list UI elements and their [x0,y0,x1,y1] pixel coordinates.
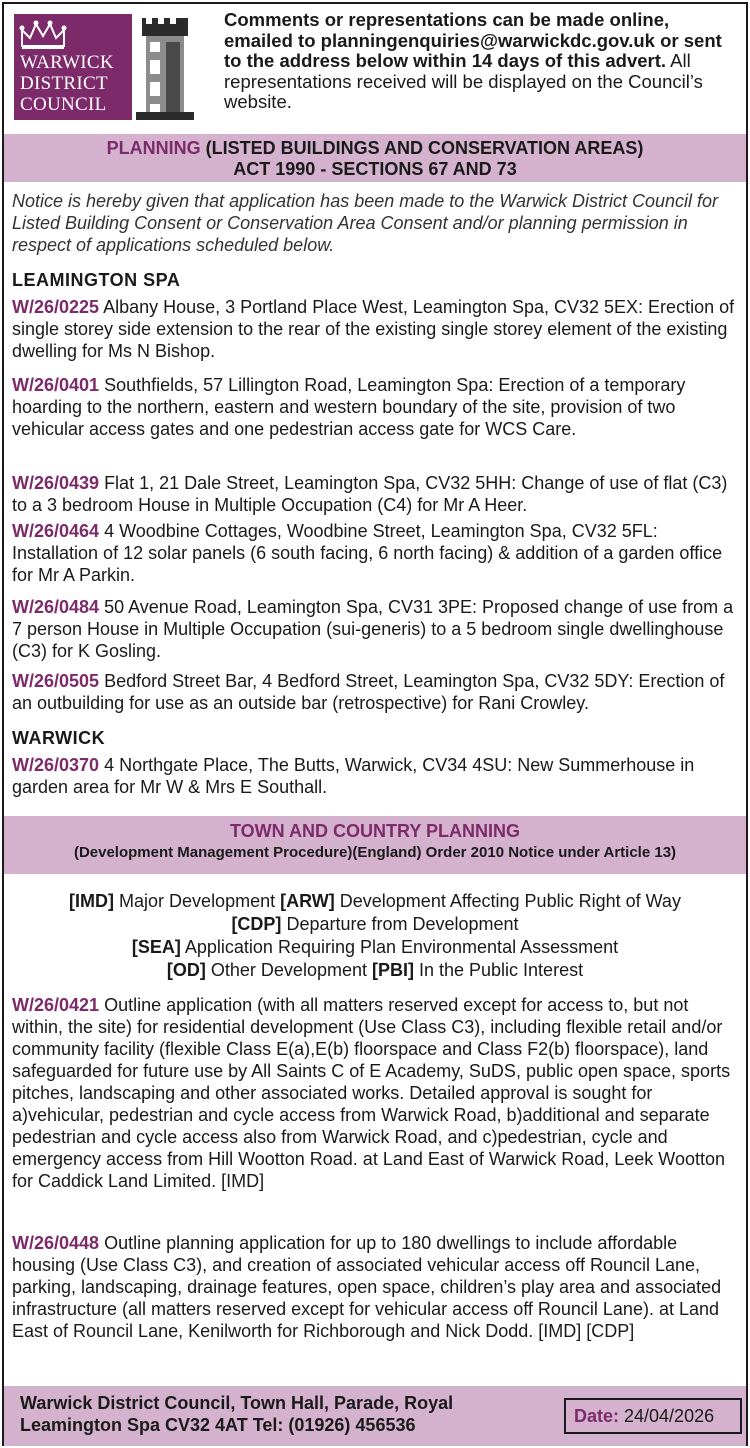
legend-text: Major Development [114,891,281,911]
application-item [12,754,742,798]
footer [4,1386,746,1446]
date-value: 24/04/2026 [619,1406,715,1426]
application-ref: W/26/0439 [12,473,100,493]
intro-notice: Notice is hereby given that application has been made to the Warwick District Council for Listed Building Consent or Conservation Area Consent and/or planning permission in respect of applications scheduled below. [12,191,719,255]
application-text: Bedford Street Bar, 4 Bedford Street, Leamington Spa, CV32 5DY: Erection of an outbuilding for use as an outside bar (retrospective) for Rani Crowley. [12,671,725,713]
application-item [12,374,742,440]
castle-tower-icon [136,16,194,120]
application-text: Outline application (with all matters reserved except for access to, but not within, the site) for residential development (Use Class C3), including flexible retail and/or community facility (flexible Class E(a),E(b) floorspace and Class F2(b) floorspace), land safeguarded for future use by All Saints C of E Academy, SuDS, public open space, sports pitches, landscaping and other associated works. Detailed approval is sought for a)vehicular, pedestrian and cycle access from Warwick Road, b)additional and separate pedestrian and cycle access also from Warwick Road, and c)pedestrian, cycle and emergency access from Hill Wootton Road. at Land East of Warwick Road, Leek Wootton for Caddick Land Limited. [IMD] [12,995,731,1191]
section-heading-leamington: LEAMINGTON SPA [12,270,181,290]
legend-line-4 [4,959,746,982]
act-title-line-1: (LISTED BUILDINGS AND CONSERVATION AREAS) [200,138,644,158]
address-line-1: Warwick District Council, Town Hall, Parade, Royal [20,1393,454,1413]
date-label: Date: [574,1406,620,1426]
application-ref: W/26/0421 [12,995,100,1015]
application-text: 4 Northgate Place, The Butts, Warwick, CV34 4SU: New Summerhouse in garden area for Mr W & Mrs E Southall. [12,755,695,797]
application-ref: W/26/0370 [12,755,100,775]
logo-line-3: COUNCIL [20,94,107,115]
header-normal-text: All representations received will be displayed on the Council’s website. [224,50,703,112]
legend-code: [CDP] [231,914,282,934]
legend-text: Departure from Development [281,914,519,934]
application-ref: W/26/0401 [12,375,100,395]
logo-line-2: DISTRICT [20,73,108,94]
application-ref: W/26/0448 [12,1233,100,1253]
tcp-heading [4,816,746,874]
header-bold-text: Comments or representations can be made online, emailed to planningenquiries@warwickdc.gov.uk or sent to the address below within 14 days of this advert. [224,9,722,71]
council-logo [14,14,194,120]
date-box [564,1398,742,1434]
header [4,4,746,132]
application-item [12,1232,742,1342]
application-text: Flat 1, 21 Dale Street, Leamington Spa, CV32 5HH: Change of use of flat (C3) to a 3 bedroom House in Multiple Occupation (C4) for Mr A Heer. [12,473,728,515]
application-ref: W/26/0225 [12,297,100,317]
application-text: Southfields, 57 Lillington Road, Leamington Spa: Erection of a temporary hoarding to the northern, eastern and western boundary of the site, provision of two vehicular access gates and one pedestrian access gate for WCS Care. [12,375,686,439]
application-item [12,670,742,714]
application-text: 50 Avenue Road, Leamington Spa, CV31 3PE: Proposed change of use from a 7 person House in Multiple Occupation (sui-generis) to a 5 bedroom single dwellinghouse (C3) for K Gosling. [12,597,734,661]
header-instructions [224,10,739,113]
application-item [12,596,742,662]
application-text: Outline planning application for up to 180 dwellings to include affordable housing (Use Class C3), and creation of associated vehicular access off Rouncil Lane, parking, landscaping, drainage features, open space, children’s play area and associated infrastructure (all matters reserved except for vehicular access off Rouncil Lane). at Land East of Rouncil Lane, Kenilworth for Richborough and Nick Dodd. [IMD] [CDP] [12,1233,722,1341]
logo-box [14,14,132,120]
legend-code: [ARW] [280,891,335,911]
application-ref: W/26/0484 [12,597,100,617]
tcp-subtitle: (Development Management Procedure)(England) Order 2010 Notice under Article 13) [73,844,677,861]
logo-line-1: WARWICK [20,52,114,73]
application-item [12,520,742,586]
application-ref: W/26/0464 [12,521,100,541]
crown-icon [18,20,68,50]
legend-code: [OD] [166,960,206,980]
legend-text: Application Requiring Plan Environmental Assessment [180,937,619,957]
legend-text: Other Development [205,960,372,980]
tcp-title: TOWN AND COUNTRY PLANNING [230,821,520,841]
legend-line-1 [4,890,746,913]
planning-act-heading [4,134,746,182]
legend-code: [SEA] [131,937,181,957]
council-address [20,1392,453,1436]
application-item [12,994,742,1192]
section-heading-warwick: WARWICK [12,728,106,748]
legend-line-2 [4,913,746,936]
application-text: 4 Woodbine Cottages, Woodbine Street, Leamington Spa, CV32 5FL: Installation of 12 solar panels (6 south facing, 6 north facing) & addition of a garden office for Mr A Parkin. [12,521,723,585]
application-ref: W/26/0505 [12,671,100,691]
legend-text: Development Affecting Public Right of Way [334,891,681,911]
address-line-2: Leamington Spa CV32 4AT Tel: (01926) 456536 [20,1415,416,1435]
act-title-line-2: ACT 1990 - SECTIONS 67 AND 73 [233,159,517,179]
application-item [12,472,742,516]
planning-word: PLANNING [106,138,201,158]
advert-frame [2,2,748,1446]
legend-line-3 [4,936,746,959]
application-text: Albany House, 3 Portland Place West, Leamington Spa, CV32 5EX: Erection of single storey side extension to the rear of the existing single storey element of the existing dwelling for Ms N Bishop. [12,297,735,361]
application-item [12,296,742,362]
legend-code: [PBI] [371,960,414,980]
legend-code: [IMD] [69,891,115,911]
legend-text: In the Public Interest [413,960,584,980]
